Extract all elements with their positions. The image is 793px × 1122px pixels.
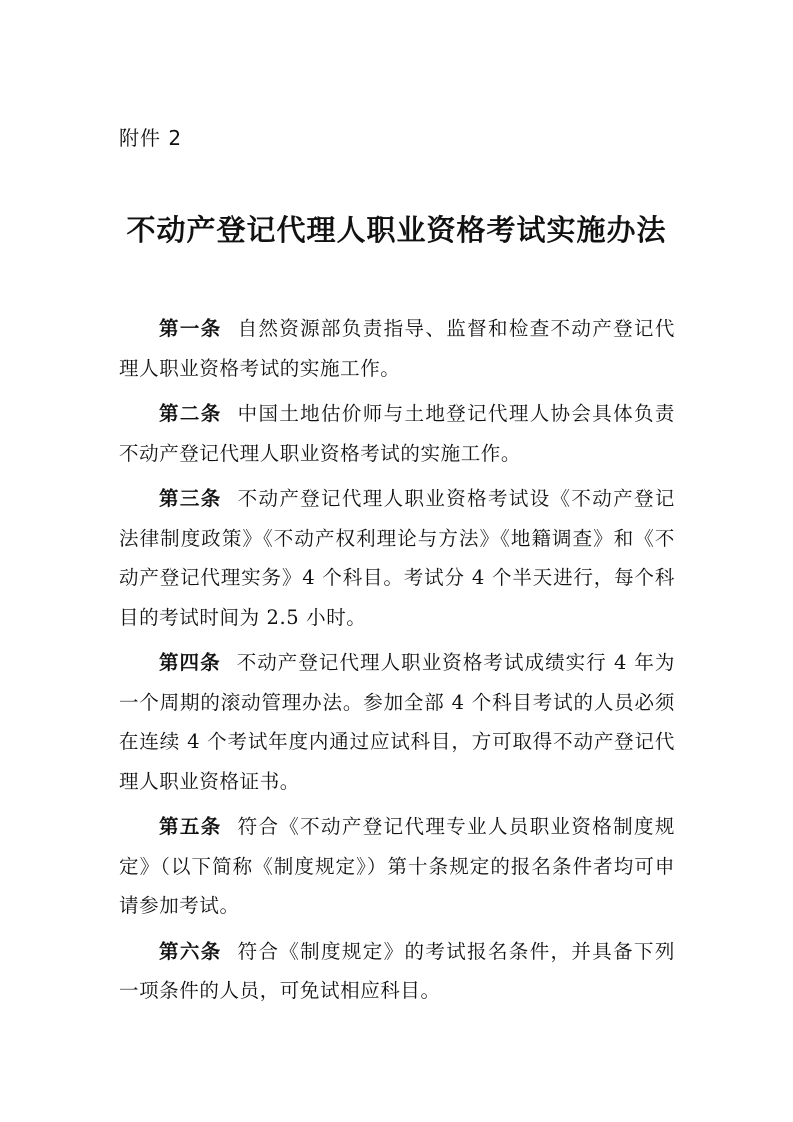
attachment-label: 附件 2 [119, 126, 183, 150]
article-number: 第三条 [159, 487, 222, 510]
article-4 [119, 643, 675, 801]
article-5 [119, 807, 675, 926]
article-number: 第五条 [159, 815, 222, 838]
article-text: 不动产登记代理人职业资格考试成绩实行 4 年为一个周期的滚动管理办法。参加全部 4 个科目考试的人员必须在连续 4 个考试年度内通过应试科目，方可取得不动产登记代理人职业资格证书。 [119, 651, 675, 793]
article-text: 符合《制度规定》的考试报名条件，并具备下列一项条件的人员，可免试相应科目。 [119, 939, 675, 1002]
article-number: 第一条 [159, 317, 222, 340]
article-2 [119, 394, 675, 473]
article-text: 符合《不动产登记代理专业人员职业资格制度规定》（以下简称《制度规定》）第十条规定的报名条件者均可申请参加考试。 [119, 815, 675, 917]
article-6 [119, 932, 675, 1011]
article-1 [119, 309, 675, 388]
article-3 [119, 479, 675, 637]
article-text: 自然资源部负责指导、监督和检查不动产登记代理人职业资格考试的实施工作。 [119, 317, 675, 380]
article-number: 第二条 [159, 402, 222, 425]
article-number: 第六条 [159, 939, 222, 963]
article-number: 第四条 [159, 651, 221, 674]
article-text: 不动产登记代理人职业资格考试设《不动产登记法律制度政策》《不动产权利理论与方法》《地籍调查》和《不动产登记代理实务》4 个科目。考试分 4 个半天进行，每个科目的考试时间为 2.5 小时。 [119, 487, 675, 629]
article-text: 中国土地估价师与土地登记代理人协会具体负责不动产登记代理人职业资格考试的实施工作。 [119, 402, 675, 465]
document-title: 不动产登记代理人职业资格考试实施办法 [126, 213, 667, 247]
document-body [119, 309, 675, 1017]
